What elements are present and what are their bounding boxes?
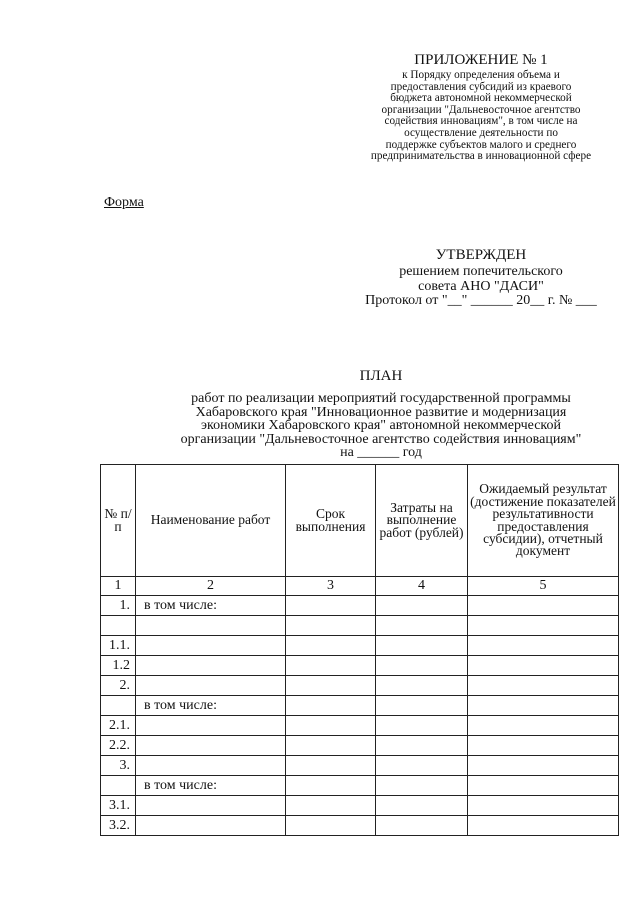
row-result-cell [468, 776, 619, 796]
row-result-cell [468, 756, 619, 776]
row-work-name [136, 716, 286, 736]
row-deadline-cell [286, 596, 376, 616]
row-result-cell [468, 656, 619, 676]
appendix-subtitle [350, 70, 612, 163]
row-number [101, 696, 136, 716]
appendix-line: к Порядку определения объема и [402, 69, 560, 81]
row-result-cell [468, 816, 619, 836]
row-costs-cell [376, 756, 468, 776]
row-result-cell [468, 696, 619, 716]
column-number: 4 [376, 577, 468, 596]
table-row [101, 656, 619, 676]
table-row [101, 796, 619, 816]
row-number: 3.1. [101, 796, 136, 816]
row-costs-cell [376, 736, 468, 756]
column-number: 3 [286, 577, 376, 596]
row-number: 2.1. [101, 716, 136, 736]
row-deadline-cell [286, 756, 376, 776]
row-costs-cell [376, 696, 468, 716]
appendix-line: предпринимательства в инновационной сфере [370, 150, 592, 163]
plan-heading [100, 368, 640, 460]
row-number: 1.2 [101, 656, 136, 676]
appendix-header [350, 52, 612, 163]
row-costs-cell [376, 656, 468, 676]
table-row [101, 816, 619, 836]
row-work-name: в том числе: [136, 696, 286, 716]
column-header-expected-result: Ожидаемый результат (достижение показателей результативности предоставления субсидии), отчетный документ [468, 465, 619, 577]
table-row [101, 756, 619, 776]
plan-line: Хабаровского края "Инновационное развитие и модернизация [195, 404, 567, 420]
table-row [101, 776, 619, 796]
row-costs-cell [376, 676, 468, 696]
row-number [101, 776, 136, 796]
column-header-number: № п/п [101, 465, 136, 577]
form-label: Форма [104, 195, 144, 210]
approved-line: совета АНО "ДАСИ" [418, 278, 544, 294]
table-row [101, 736, 619, 756]
row-result-cell [468, 796, 619, 816]
table-row [101, 696, 619, 716]
row-result-cell [468, 616, 619, 636]
row-costs-cell [376, 776, 468, 796]
row-deadline-cell [286, 776, 376, 796]
row-result-cell [468, 596, 619, 616]
row-costs-cell [376, 636, 468, 656]
plan-year-line: на ______ год [340, 445, 422, 461]
appendix-title: ПРИЛОЖЕНИЕ № 1 [414, 52, 548, 68]
row-work-name [136, 816, 286, 836]
row-costs-cell [376, 816, 468, 836]
plan-line: экономики Хабаровского края" автономной некоммерческой [200, 418, 562, 434]
plan-line: организации "Дальневосточное агентство содействия инновациям" [180, 431, 582, 447]
appendix-line: осуществление деятельности по [404, 126, 558, 139]
plan-table [100, 464, 619, 836]
approved-line: решением попечительского [399, 264, 563, 279]
column-header-deadline: Срок выполнения [286, 465, 376, 577]
row-result-cell [468, 676, 619, 696]
appendix-line: содействия инновациям", в том числе на [384, 115, 578, 128]
row-deadline-cell [286, 656, 376, 676]
column-header-work-name: Наименование работ [136, 465, 286, 577]
row-deadline-cell [286, 696, 376, 716]
row-costs-cell [376, 616, 468, 636]
row-deadline-cell [286, 716, 376, 736]
approval-block [350, 247, 612, 309]
row-deadline-cell [286, 636, 376, 656]
row-deadline-cell [286, 616, 376, 636]
appendix-line: организации "Дальневосточное агентство [381, 103, 581, 116]
row-work-name [136, 616, 286, 636]
column-header-costs: Затраты на выполнение работ (рублей) [376, 465, 468, 577]
table-row [101, 636, 619, 656]
row-number: 2.2. [101, 736, 136, 756]
table-row [101, 596, 619, 616]
table-header-row [101, 465, 619, 577]
row-number [101, 616, 136, 636]
approved-title: УТВЕРЖДЕН [435, 247, 527, 263]
row-work-name: в том числе: [136, 776, 286, 796]
row-result-cell [468, 716, 619, 736]
row-number: 3.2. [101, 816, 136, 836]
row-deadline-cell [286, 816, 376, 836]
row-work-name [136, 656, 286, 676]
row-work-name: в том числе: [136, 596, 286, 616]
row-costs-cell [376, 596, 468, 616]
row-work-name [136, 636, 286, 656]
row-number: 3. [101, 756, 136, 776]
row-work-name [136, 796, 286, 816]
row-costs-cell [376, 796, 468, 816]
row-work-name [136, 756, 286, 776]
plan-line: работ по реализации мероприятий государственной программы [191, 391, 571, 406]
appendix-line: поддержке субъектов малого и среднего [385, 138, 577, 151]
column-number: 1 [101, 577, 136, 596]
table-row [101, 616, 619, 636]
table-row [101, 676, 619, 696]
row-number: 1. [101, 596, 136, 616]
row-deadline-cell [286, 676, 376, 696]
column-number-row [101, 577, 619, 596]
plan-title: ПЛАН [359, 368, 403, 384]
row-costs-cell [376, 716, 468, 736]
column-number: 2 [136, 577, 286, 596]
column-number: 5 [468, 577, 619, 596]
protocol-line: Протокол от "__" ______ 20__ г. № ___ [365, 293, 597, 308]
appendix-line: бюджета автономной некоммерческой [390, 92, 572, 105]
row-number: 1.1. [101, 636, 136, 656]
row-result-cell [468, 736, 619, 756]
row-work-name [136, 676, 286, 696]
row-work-name [136, 736, 286, 756]
row-result-cell [468, 636, 619, 656]
row-deadline-cell [286, 736, 376, 756]
row-deadline-cell [286, 796, 376, 816]
table-row [101, 716, 619, 736]
appendix-line: предоставления субсидий из краевого [390, 80, 572, 93]
row-number: 2. [101, 676, 136, 696]
